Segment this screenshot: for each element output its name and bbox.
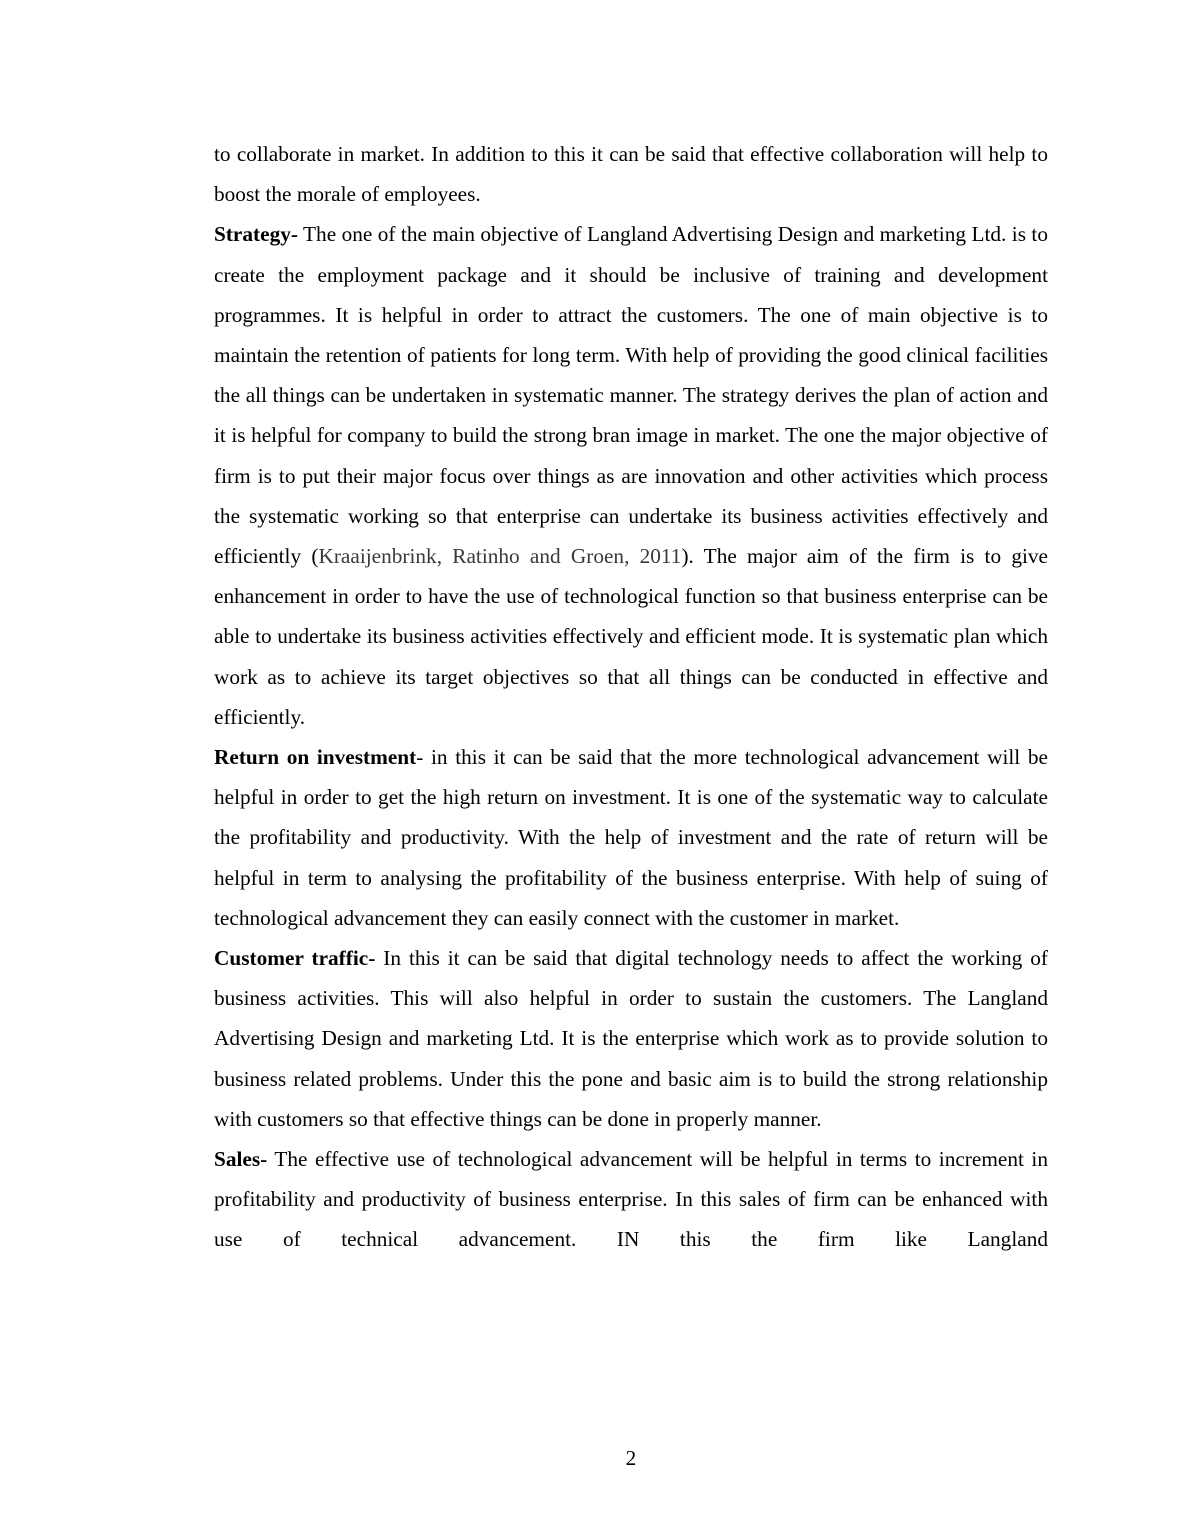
- customer-traffic-text: In this it can be said that digital technology needs to affect the working of business activities. This will also helpful in order to sustain the customers. The Langland Advertising Design and marketing Ltd. It is the enterprise which work as to provide solution to business related problems. Under this the pone and basic aim is to build the strong relationship with customers so that effective things can be done in properly manner.: [214, 946, 1048, 1131]
- strategy-text: The one of the main objective of Langland Advertising Design and marketing Ltd. is to create the employment package and it should be inclusive of training and development programmes. It is helpful in order to attract the customers. The one of main objective is to maintain the retention of patients for long term. With help of providing the good clinical facilities the all things can be undertaken in systematic manner. The strategy derives the plan of action and it is helpful for company to build the strong bran image in market. The one the major objective of firm is to put their major focus over things as are innovation and other activities which process the systematic working so that enterprise can undertake its business activities effectively and efficiently (: [214, 222, 1048, 569]
- sales-heading: Sales-: [214, 1147, 268, 1172]
- strategy-text-continued: ). The major aim of the firm is to give enhancement in order to have the use of technological function so that business enterprise can be able to undertake its business activities effectively and efficient mode. It is systematic plan which work as to achieve its target objectives so that all things can be conducted in effective and efficiently.: [214, 544, 1048, 729]
- return-on-investment-paragraph: [214, 737, 1048, 938]
- return-on-investment-text: - in this it can be said that the more technological advancement will be helpful in order to get the high return on investment. It is one of the systematic way to calculate the profitability and productivity. With the help of investment and the rate of return will be helpful in term to analysing the profitability of the business enterprise. With help of suing of technological advancement they can easily connect with the customer in market.: [214, 745, 1048, 930]
- customer-traffic-paragraph: [214, 938, 1048, 1139]
- sales-text: The effective use of technological advancement will be helpful in terms to increment in profitability and productivity of business enterprise. In this sales of firm can be enhanced with use of technical advancement. IN this the firm like Langland: [214, 1147, 1048, 1252]
- citation: Kraaijenbrink, Ratinho and Groen, 2011: [318, 544, 682, 569]
- customer-traffic-heading: Customer traffic-: [214, 946, 376, 971]
- page-number: 2: [625, 1446, 637, 1470]
- sales-paragraph: [214, 1139, 1048, 1260]
- strategy-heading: Strategy-: [214, 222, 298, 247]
- return-on-investment-heading: Return on investment: [214, 745, 417, 770]
- body-text: [214, 134, 1048, 1260]
- strategy-paragraph: [214, 214, 1048, 737]
- intro-paragraph: [214, 134, 1048, 214]
- intro-text: to collaborate in market. In addition to this it can be said that effective collaboration will help to boost the morale of employees.: [214, 142, 1048, 207]
